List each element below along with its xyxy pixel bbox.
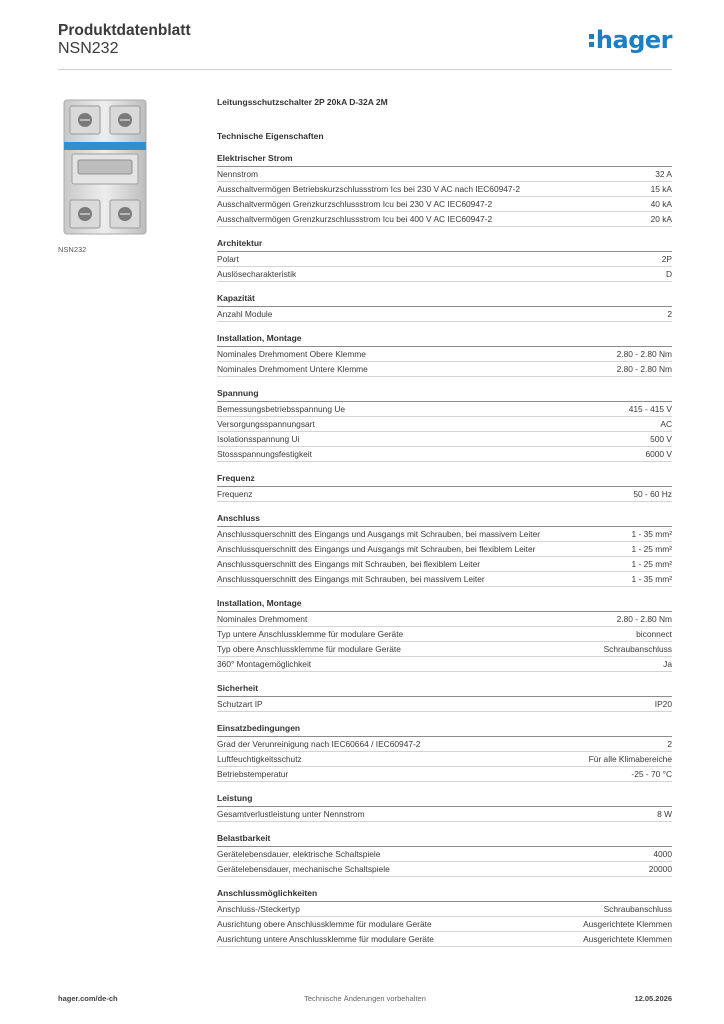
spec-value: Ja <box>663 659 672 669</box>
spec-row <box>217 347 672 362</box>
spec-label: Gesamtverlustleistung unter Nennstrom <box>217 809 365 819</box>
spec-label: Ausrichtung untere Anschlussklemme für modulare Geräte <box>217 934 434 944</box>
spec-row <box>217 612 672 627</box>
spec-value: D <box>665 269 672 279</box>
spec-label: Anschlussquerschnitt des Eingangs mit Schrauben, bei flexiblem Leiter <box>217 559 481 569</box>
spec-content <box>217 96 672 947</box>
section-title: Sicherheit <box>217 683 672 697</box>
spec-value: 20000 <box>648 864 672 874</box>
section-title: Installation, Montage <box>217 598 672 612</box>
spec-label: 360° Montagemöglichkeit <box>217 659 312 669</box>
spec-row <box>217 252 672 267</box>
spec-value: Ausgerichtete Klemmen <box>583 919 672 929</box>
spec-row <box>217 627 672 642</box>
document-title: Produktdatenblatt <box>58 22 191 39</box>
spec-value: 4000 <box>653 849 672 859</box>
spec-section <box>217 388 672 462</box>
spec-label: Auslösecharakteristik <box>217 269 297 279</box>
section-title: Installation, Montage <box>217 333 672 347</box>
section-title: Leistung <box>217 793 672 807</box>
section-title: Architektur <box>217 238 672 252</box>
spec-label: Gerätelebensdauer, mechanische Schaltspiele <box>217 864 390 874</box>
spec-label: Betriebstemperatur <box>217 769 289 779</box>
spec-value: 40 kA <box>650 199 672 209</box>
spec-row <box>217 487 672 502</box>
spec-section <box>217 683 672 712</box>
logo-dots-icon <box>589 31 595 49</box>
spec-row <box>217 917 672 932</box>
spec-label: Typ obere Anschlussklemme für modulare Geräte <box>217 644 401 654</box>
footer-date: 12.05.2026 <box>634 994 672 1003</box>
spec-label: Versorgungsspannungsart <box>217 419 315 429</box>
spec-value: 20 kA <box>650 214 672 224</box>
spec-label: Grad der Verunreinigung nach IEC60664 / IEC60947-2 <box>217 739 421 749</box>
spec-sections <box>217 153 672 947</box>
spec-row <box>217 182 672 197</box>
spec-label: Stossspannungsfestigkeit <box>217 449 312 459</box>
spec-row <box>217 752 672 767</box>
spec-value: 1 - 25 mm² <box>631 544 672 554</box>
section-title: Spannung <box>217 388 672 402</box>
section-title: Elektrischer Strom <box>217 153 672 167</box>
spec-value: 2P <box>661 254 672 264</box>
footer-notice: Technische Änderungen vorbehalten <box>304 994 426 1003</box>
specs-heading: Technische Eigenschaften <box>217 131 324 141</box>
spec-value: -25 - 70 °C <box>631 769 672 779</box>
spec-row <box>217 862 672 877</box>
image-caption: NSN232 <box>58 245 87 254</box>
spec-section <box>217 238 672 282</box>
section-title: Anschlussmöglichkeiten <box>217 888 672 902</box>
spec-label: Gerätelebensdauer, elektrische Schaltspiele <box>217 849 381 859</box>
spec-value: Ausgerichtete Klemmen <box>583 934 672 944</box>
spec-section <box>217 333 672 377</box>
spec-value: 500 V <box>650 434 672 444</box>
spec-row <box>217 267 672 282</box>
spec-value: Für alle Klimabereiche <box>588 754 672 764</box>
spec-value: 50 - 60 Hz <box>633 489 672 499</box>
spec-value: 2.80 - 2.80 Nm <box>616 614 672 624</box>
spec-value: 6000 V <box>645 449 672 459</box>
spec-label: Bemessungsbetriebsspannung Ue <box>217 404 346 414</box>
spec-row <box>217 542 672 557</box>
spec-row <box>217 307 672 322</box>
section-title: Kapazität <box>217 293 672 307</box>
spec-label: Schutzart IP <box>217 699 263 709</box>
spec-row <box>217 657 672 672</box>
spec-row <box>217 447 672 462</box>
spec-section <box>217 473 672 502</box>
spec-label: Anzahl Module <box>217 309 273 319</box>
spec-section <box>217 833 672 877</box>
spec-row <box>217 362 672 377</box>
page-header <box>58 20 672 70</box>
logo-text: hager <box>595 26 672 54</box>
spec-row <box>217 167 672 182</box>
product-title: Leitungsschutzschalter 2P 20kA D-32A 2M <box>217 97 388 107</box>
spec-value: 2.80 - 2.80 Nm <box>616 364 672 374</box>
spec-row <box>217 557 672 572</box>
spec-value: 8 W <box>657 809 672 819</box>
page-footer <box>58 994 672 1008</box>
spec-label: Nominales Drehmoment Untere Klemme <box>217 364 368 374</box>
spec-label: Anschlussquerschnitt des Eingangs mit Schrauben, bei massivem Leiter <box>217 574 485 584</box>
spec-value: 32 A <box>655 169 672 179</box>
spec-label: Anschlussquerschnitt des Eingangs und Ausgangs mit Schrauben, bei flexiblem Leiter <box>217 544 536 554</box>
spec-label: Ausschaltvermögen Grenzkurzschlussstrom Icu bei 230 V AC IEC60947-2 <box>217 199 493 209</box>
spec-row <box>217 527 672 542</box>
spec-row <box>217 432 672 447</box>
spec-section <box>217 888 672 947</box>
spec-section <box>217 513 672 587</box>
spec-row <box>217 572 672 587</box>
spec-value: 1 - 35 mm² <box>631 574 672 584</box>
hager-logo <box>589 26 672 54</box>
section-title: Einsatzbedingungen <box>217 723 672 737</box>
section-title: Anschluss <box>217 513 672 527</box>
spec-label: Nominales Drehmoment <box>217 614 308 624</box>
spec-label: Luftfeuchtigkeitsschutz <box>217 754 302 764</box>
spec-row <box>217 417 672 432</box>
spec-value: Schraubanschluss <box>603 644 672 654</box>
spec-section <box>217 153 672 227</box>
spec-section <box>217 598 672 672</box>
spec-value: 2 <box>667 309 672 319</box>
section-title: Frequenz <box>217 473 672 487</box>
spec-label: Anschlussquerschnitt des Eingangs und Ausgangs mit Schrauben, bei massivem Leiter <box>217 529 541 539</box>
spec-row <box>217 737 672 752</box>
spec-value: 415 - 415 V <box>628 404 672 414</box>
spec-label: Nominales Drehmoment Obere Klemme <box>217 349 366 359</box>
document-subtitle: NSN232 <box>58 40 119 57</box>
spec-label: Ausschaltvermögen Grenzkurzschlussstrom Icu bei 400 V AC IEC60947-2 <box>217 214 493 224</box>
spec-value: IP20 <box>654 699 672 709</box>
spec-label: Ausrichtung obere Anschlussklemme für modulare Geräte <box>217 919 432 929</box>
spec-value: 2 <box>667 739 672 749</box>
spec-value: 2.80 - 2.80 Nm <box>616 349 672 359</box>
spec-section <box>217 293 672 322</box>
spec-label: Anschluss-/Steckertyp <box>217 904 300 914</box>
spec-row <box>217 402 672 417</box>
spec-value: AC <box>660 419 672 429</box>
spec-row <box>217 697 672 712</box>
spec-label: Frequenz <box>217 489 253 499</box>
spec-row <box>217 212 672 227</box>
spec-value: biconnect <box>636 629 672 639</box>
spec-row <box>217 642 672 657</box>
spec-row <box>217 767 672 782</box>
spec-row <box>217 807 672 822</box>
spec-value: Schraubanschluss <box>603 904 672 914</box>
spec-label: Nennstrom <box>217 169 258 179</box>
section-title: Belastbarkeit <box>217 833 672 847</box>
spec-row <box>217 902 672 917</box>
spec-label: Ausschaltvermögen Betriebskurzschlussstrom Ics bei 230 V AC nach IEC60947-2 <box>217 184 521 194</box>
spec-label: Polart <box>217 254 239 264</box>
spec-row <box>217 932 672 947</box>
spec-row <box>217 197 672 212</box>
spec-label: Isolationsspannung Ui <box>217 434 300 444</box>
spec-label: Typ untere Anschlussklemme für modulare Geräte <box>217 629 404 639</box>
spec-row <box>217 847 672 862</box>
spec-section <box>217 723 672 782</box>
footer-website[interactable]: hager.com/de-ch <box>58 994 118 1003</box>
product-image <box>58 96 152 238</box>
spec-value: 1 - 25 mm² <box>631 559 672 569</box>
spec-value: 15 kA <box>650 184 672 194</box>
spec-value: 1 - 35 mm² <box>631 529 672 539</box>
spec-section <box>217 793 672 822</box>
